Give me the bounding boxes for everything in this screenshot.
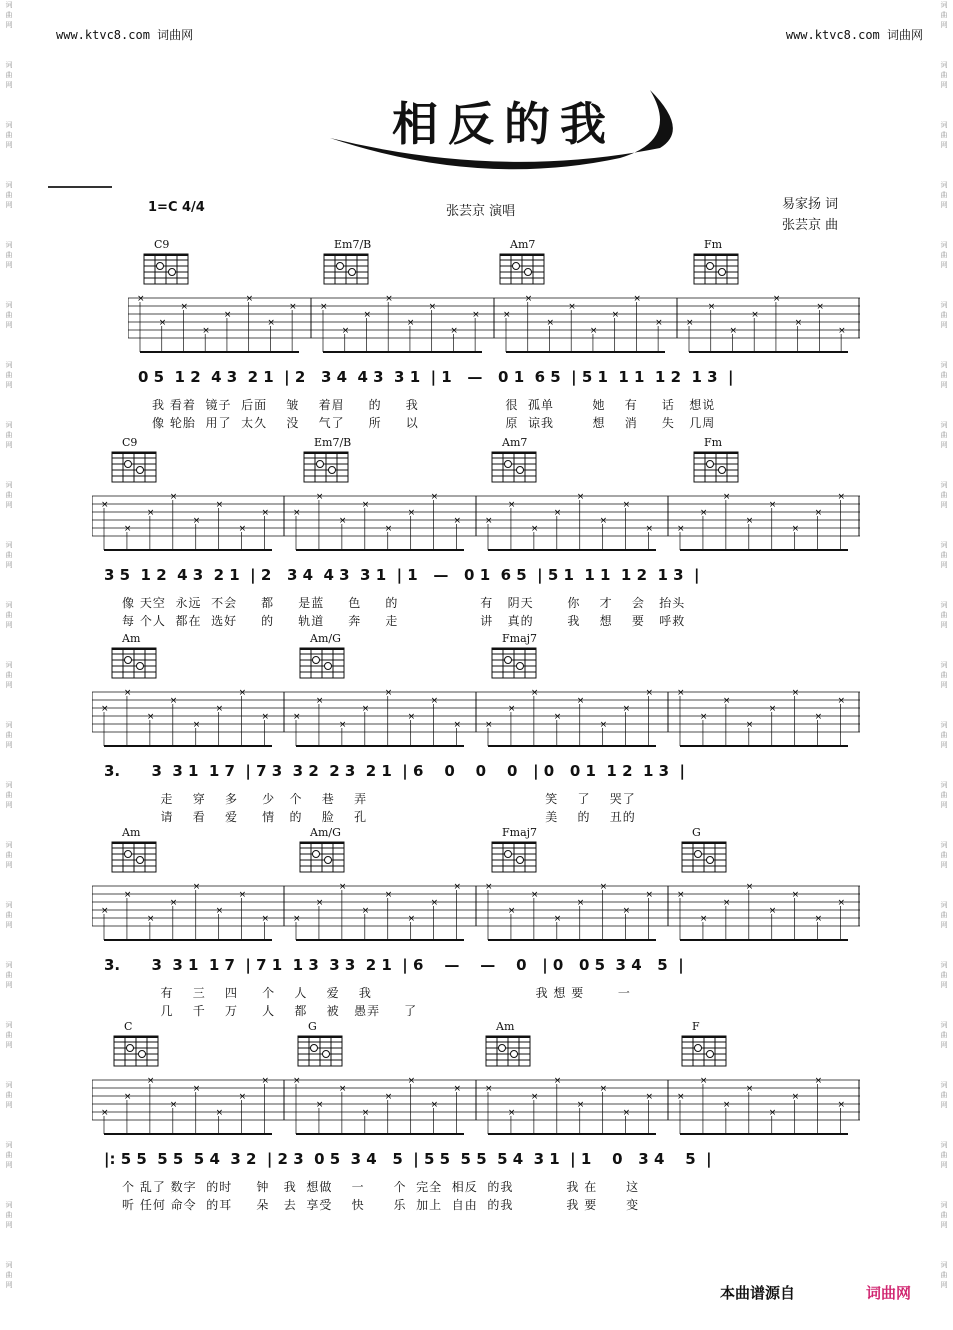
chord-name: C9 (154, 238, 170, 251)
svg-text:×: × (261, 1076, 270, 1086)
lyrics-line: 像 天空 永远 不会 都 是蓝 色 的 有 阴天 你 才 会 抬头 (122, 596, 686, 610)
svg-text:×: × (453, 1084, 462, 1094)
svg-text:×: × (169, 1100, 178, 1110)
chord-diagram (302, 450, 352, 486)
svg-text:×: × (622, 500, 631, 510)
svg-text:×: × (361, 500, 370, 510)
svg-text:×: × (772, 294, 781, 304)
chord-diagram (498, 252, 548, 288)
svg-text:×: × (837, 1100, 846, 1110)
chord-name: Fmaj7 (502, 826, 538, 839)
svg-text:×: × (384, 1092, 393, 1102)
svg-text:×: × (503, 310, 511, 320)
chord-diagram (298, 840, 348, 876)
svg-text:×: × (791, 1092, 800, 1102)
svg-text:×: × (261, 712, 270, 722)
svg-text:×: × (530, 1092, 539, 1102)
svg-text:×: × (576, 898, 585, 908)
svg-text:×: × (553, 1076, 562, 1086)
svg-text:×: × (816, 302, 824, 312)
svg-text:×: × (553, 712, 562, 722)
svg-text:×: × (686, 318, 694, 328)
svg-text:×: × (622, 704, 631, 714)
svg-text:×: × (293, 1076, 301, 1086)
chord-name: Am/G (310, 632, 341, 645)
svg-text:×: × (123, 524, 132, 534)
svg-text:×: × (407, 712, 416, 722)
svg-text:×: × (745, 720, 754, 730)
svg-text:×: × (553, 508, 562, 518)
svg-text:×: × (238, 524, 247, 534)
svg-text:×: × (361, 704, 370, 714)
svg-text:×: × (837, 696, 846, 706)
svg-text:×: × (146, 508, 155, 518)
svg-text:×: × (707, 302, 716, 312)
svg-text:×: × (485, 882, 493, 892)
lyrics-line: 有 三 四 个 人 爱 我 我 想 要 一 (122, 986, 631, 1000)
chord-diagram (110, 450, 160, 486)
side-watermark-right: 词 曲 网 词 曲 网 词 曲 网 词 曲 网 词 曲 网 词 曲 网 词 曲 网 词 曲 网 词 曲 网 词 曲 网 词 曲 网 词 曲 网 词 曲 网 词 曲 网 词 曲 网 词 曲 网 词 曲 网 词 曲 网 词 曲 网 词 曲 网 词 曲 网 词 曲 网 (940, 1, 948, 1289)
tab-staff (92, 688, 862, 758)
svg-text:×: × (838, 326, 846, 336)
svg-text:×: × (430, 1100, 439, 1110)
svg-text:×: × (453, 882, 462, 892)
chord-name: Am (122, 826, 141, 839)
jianpu-notation: 3. 3 3 1 1 7 | 7 1 1 3 3 3 2 1 | 6 — — 0 | 0 0 5 3 4 5 | (104, 956, 684, 974)
svg-text:×: × (315, 1100, 324, 1110)
svg-text:×: × (146, 1076, 155, 1086)
jianpu-notation: 0 5 1 2 4 3 2 1 | 2 3 4 4 3 3 1 | 1 — 0 1 6 5 | 5 1 1 1 1 2 1 3 | (138, 368, 734, 386)
svg-text:×: × (568, 302, 576, 312)
svg-text:×: × (384, 688, 393, 698)
svg-text:×: × (677, 688, 685, 698)
chord-name: F (692, 1020, 700, 1033)
chord-name: Am/G (310, 826, 341, 839)
svg-text:×: × (215, 704, 224, 714)
svg-text:×: × (814, 1076, 823, 1086)
chord-name: Am7 (510, 238, 536, 251)
svg-text:×: × (192, 882, 201, 892)
svg-text:×: × (768, 1108, 777, 1118)
svg-text:×: × (745, 516, 754, 526)
svg-text:×: × (384, 890, 393, 900)
svg-text:×: × (146, 712, 155, 722)
svg-text:×: × (146, 914, 155, 924)
svg-text:×: × (428, 302, 437, 312)
svg-text:×: × (453, 720, 462, 730)
svg-text:×: × (180, 302, 189, 312)
chord-diagram (110, 646, 160, 682)
svg-text:×: × (192, 516, 201, 526)
svg-text:×: × (722, 1100, 731, 1110)
lyricist-credit: 易家扬 词 (782, 197, 839, 212)
svg-text:×: × (223, 310, 232, 320)
svg-text:×: × (315, 696, 324, 706)
svg-text:×: × (123, 890, 132, 900)
chord-diagram (142, 252, 192, 288)
svg-text:×: × (407, 914, 416, 924)
svg-text:×: × (450, 326, 458, 336)
svg-text:×: × (729, 326, 738, 336)
svg-text:×: × (699, 1076, 708, 1086)
svg-text:×: × (169, 696, 178, 706)
svg-text:×: × (169, 492, 178, 502)
svg-text:×: × (169, 898, 178, 908)
svg-text:×: × (599, 1084, 608, 1094)
jianpu-notation: |: 5 5 5 5 5 4 3 2 | 2 3 0 5 3 4 5 | 5 5 5 5 5 4 3 1 | 1 0 3 4 5 | (104, 1150, 712, 1168)
site-url-right[interactable]: www.ktvc8.com 词曲网 (785, 28, 923, 42)
svg-text:×: × (472, 310, 480, 320)
svg-text:×: × (546, 318, 555, 328)
chord-name: G (308, 1020, 317, 1033)
svg-text:×: × (633, 294, 641, 304)
svg-text:×: × (507, 704, 516, 714)
svg-text:×: × (315, 898, 324, 908)
lyrics-line: 请 看 爱 情 的 脸 孔 美 的 丑的 (122, 810, 636, 824)
lyrics-line: 听 任何 命令 的耳 朵 去 享受 快 乐 加上 自由 的我 我 要 变 (122, 1198, 640, 1212)
lyrics-line: 像 轮胎 用了 太久 没 气了 所 以 原 谅我 想 消 失 几周 (152, 416, 716, 430)
chord-diagram (692, 252, 742, 288)
svg-text:×: × (407, 1076, 416, 1086)
svg-text:×: × (101, 1108, 109, 1118)
svg-text:×: × (677, 524, 685, 534)
chord-diagram (110, 840, 160, 876)
chord-diagram (322, 252, 372, 288)
svg-text:×: × (507, 500, 516, 510)
side-watermark-left: 词 曲 网 词 曲 网 词 曲 网 词 曲 网 词 曲 网 词 曲 网 词 曲 网 词 曲 网 词 曲 网 词 曲 网 词 曲 网 词 曲 网 词 曲 网 词 曲 网 词 曲 网 词 曲 网 词 曲 网 词 曲 网 词 曲 网 词 曲 网 词 曲 网 词 曲 网 (5, 1, 13, 1289)
svg-text:×: × (837, 492, 846, 502)
svg-text:×: × (485, 720, 493, 730)
key-signature: 1=C 4/4 (148, 200, 205, 215)
svg-text:×: × (655, 318, 663, 328)
tab-staff (92, 882, 862, 952)
svg-text:×: × (553, 914, 562, 924)
chord-diagram (680, 1034, 730, 1070)
chord-diagram (680, 840, 730, 876)
svg-text:×: × (530, 524, 539, 534)
svg-text:×: × (137, 294, 145, 304)
svg-text:×: × (768, 704, 777, 714)
svg-text:×: × (576, 492, 585, 502)
svg-text:×: × (814, 712, 823, 722)
chord-name: C9 (122, 436, 138, 449)
svg-text:×: × (385, 294, 393, 304)
lyrics-line: 个 乱了 数字 的时 钟 我 想做 一 个 完全 相反 的我 我 在 这 (122, 1180, 640, 1194)
svg-text:×: × (238, 688, 247, 698)
svg-text:×: × (101, 704, 109, 714)
svg-text:×: × (751, 310, 759, 320)
chord-diagram (296, 1034, 346, 1070)
chord-diagram (490, 450, 540, 486)
svg-text:×: × (293, 914, 301, 924)
svg-text:×: × (215, 500, 224, 510)
svg-text:×: × (341, 326, 350, 336)
svg-text:×: × (338, 1084, 347, 1094)
svg-text:×: × (215, 1108, 224, 1118)
svg-text:×: × (215, 906, 224, 916)
svg-text:×: × (677, 890, 685, 900)
svg-text:×: × (267, 318, 275, 328)
svg-text:×: × (791, 524, 800, 534)
svg-text:×: × (453, 516, 462, 526)
svg-text:×: × (245, 294, 254, 304)
svg-text:×: × (530, 688, 539, 698)
svg-text:×: × (507, 1108, 516, 1118)
tab-staff (128, 294, 898, 364)
svg-text:×: × (645, 524, 654, 534)
svg-text:×: × (814, 508, 823, 518)
site-url-left[interactable]: www.ktvc8.com 词曲网 (56, 28, 194, 42)
svg-text:×: × (123, 688, 132, 698)
svg-text:×: × (622, 1108, 631, 1118)
tab-staff (92, 492, 862, 562)
svg-text:×: × (202, 326, 210, 336)
svg-text:×: × (238, 890, 247, 900)
svg-text:×: × (338, 882, 347, 892)
svg-text:×: × (315, 492, 324, 502)
svg-text:×: × (192, 720, 201, 730)
svg-text:×: × (238, 1092, 247, 1102)
svg-text:×: × (338, 516, 347, 526)
svg-text:×: × (289, 302, 297, 312)
chord-name: C (124, 1020, 133, 1033)
svg-text:×: × (645, 890, 654, 900)
svg-text:×: × (699, 508, 708, 518)
svg-text:×: × (677, 1092, 685, 1102)
svg-text:×: × (745, 1084, 754, 1094)
jianpu-notation: 3. 3 3 1 1 7 | 7 3 3 2 2 3 2 1 | 6 0 0 0 | 0 0 1 1 2 1 3 | (104, 762, 685, 780)
svg-text:×: × (814, 914, 823, 924)
chord-diagram (112, 1034, 162, 1070)
svg-text:×: × (407, 508, 416, 518)
svg-text:×: × (430, 492, 439, 502)
svg-text:×: × (485, 1084, 493, 1094)
svg-text:×: × (768, 906, 777, 916)
chord-name: Am (122, 632, 141, 645)
source-label: 本曲谱源自 (720, 1284, 796, 1302)
singer-credit: 张芸京 演唱 (446, 204, 516, 219)
divider-line (48, 186, 112, 188)
svg-text:×: × (645, 1092, 654, 1102)
svg-text:×: × (485, 516, 493, 526)
svg-text:×: × (361, 1108, 370, 1118)
svg-text:×: × (430, 696, 439, 706)
svg-text:×: × (123, 1092, 132, 1102)
svg-text:×: × (530, 890, 539, 900)
svg-text:×: × (192, 1084, 201, 1094)
composer-credit: 张芸京 曲 (782, 218, 839, 233)
svg-text:×: × (507, 906, 516, 916)
svg-text:×: × (261, 914, 270, 924)
svg-text:×: × (101, 500, 109, 510)
svg-text:×: × (794, 318, 803, 328)
chord-name: Fm (704, 436, 723, 449)
svg-text:×: × (599, 720, 608, 730)
svg-text:×: × (791, 688, 800, 698)
svg-text:×: × (338, 720, 347, 730)
svg-text:×: × (524, 294, 533, 304)
tab-staff (92, 1076, 862, 1146)
svg-text:×: × (589, 326, 598, 336)
svg-text:×: × (645, 688, 654, 698)
svg-text:×: × (768, 500, 777, 510)
chord-diagram (298, 646, 348, 682)
svg-text:×: × (611, 310, 620, 320)
svg-text:×: × (599, 882, 608, 892)
svg-text:×: × (384, 524, 393, 534)
svg-text:×: × (158, 318, 167, 328)
svg-text:×: × (363, 310, 372, 320)
svg-text:×: × (837, 898, 846, 908)
svg-text:×: × (406, 318, 415, 328)
chord-diagram (484, 1034, 534, 1070)
chord-name: Am (496, 1020, 515, 1033)
svg-text:×: × (699, 712, 708, 722)
svg-text:×: × (699, 914, 708, 924)
svg-text:×: × (361, 906, 370, 916)
svg-text:×: × (791, 890, 800, 900)
chord-name: Em7/B (314, 436, 352, 449)
chord-diagram (692, 450, 742, 486)
chord-name: Am7 (502, 436, 528, 449)
lyrics-line: 每 个人 都在 选好 的 轨道 奔 走 讲 真的 我 想 要 呼救 (122, 614, 686, 628)
lyrics-line: 我 看着 镜子 后面 皱 着眉 的 我 很 孤单 她 有 话 想说 (152, 398, 716, 412)
svg-text:×: × (101, 906, 109, 916)
svg-text:×: × (261, 508, 270, 518)
svg-text:×: × (430, 898, 439, 908)
svg-text:×: × (722, 696, 731, 706)
lyrics-line: 几 千 万 人 都 被 愚弄 了 (122, 1004, 418, 1018)
svg-text:×: × (293, 508, 301, 518)
source-site-link[interactable]: 词曲网 (866, 1284, 912, 1302)
svg-text:×: × (622, 906, 631, 916)
svg-text:×: × (576, 696, 585, 706)
chord-diagram (490, 840, 540, 876)
svg-text:×: × (320, 302, 328, 312)
jianpu-notation: 3 5 1 2 4 3 2 1 | 2 3 4 4 3 3 1 | 1 — 0 1 6 5 | 5 1 1 1 1 2 1 3 | (104, 566, 700, 584)
svg-text:×: × (599, 516, 608, 526)
chord-name: Fmaj7 (502, 632, 538, 645)
chord-name: Fm (704, 238, 723, 251)
chord-name: G (692, 826, 701, 839)
svg-text:×: × (293, 712, 301, 722)
song-title: 相反的我 (392, 97, 616, 151)
svg-text:×: × (722, 492, 731, 502)
svg-text:×: × (576, 1100, 585, 1110)
lyrics-line: 走 穿 多 少 个 巷 弄 笑 了 哭了 (122, 792, 636, 806)
svg-text:×: × (722, 898, 731, 908)
chord-name: Em7/B (334, 238, 372, 251)
chord-diagram (490, 646, 540, 682)
svg-text:×: × (745, 882, 754, 892)
